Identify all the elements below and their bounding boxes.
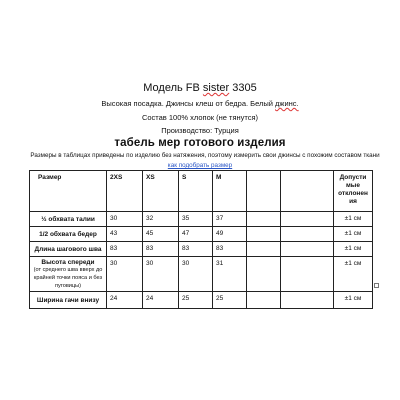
description-text: Высокая посадка. Джинсы клеш от бедра. Белый [101, 99, 276, 108]
table-cell: 24 [143, 292, 179, 309]
column-header [247, 171, 281, 212]
tolerance-cell: ±1 см [334, 227, 373, 242]
model-line [0, 82, 400, 94]
row-label-main: Высота спереди [41, 258, 95, 266]
table-header-row [30, 171, 373, 212]
column-header [281, 171, 334, 212]
table-cell: 32 [143, 212, 179, 227]
size-table [29, 170, 373, 309]
table-row [30, 292, 373, 309]
table-cell [247, 242, 281, 257]
tolerance-cell: ±1 см [334, 292, 373, 309]
column-header: M [213, 171, 247, 212]
production-line: Производство: Турция [161, 126, 239, 135]
table-cell [281, 257, 334, 292]
table-row [30, 212, 373, 227]
model-suffix: 3305 [229, 82, 257, 94]
table-cell: 35 [179, 212, 213, 227]
row-label: ½ обхвата талии [30, 212, 107, 227]
row-label [30, 257, 107, 292]
column-header: XS [143, 171, 179, 212]
table-cell [281, 212, 334, 227]
table-cell: 31 [213, 257, 247, 292]
column-header: Размер [30, 171, 107, 212]
tolerance-cell: ±1 см [334, 242, 373, 257]
table-cell: 45 [143, 227, 179, 242]
table-row [30, 242, 373, 257]
size-guide-link[interactable]: как подобрать размер [167, 162, 233, 169]
table-cell: 37 [213, 212, 247, 227]
description-line [0, 99, 400, 108]
table-cell: 24 [107, 292, 143, 309]
table-cell [281, 242, 334, 257]
table-cell: 30 [143, 257, 179, 292]
table-cell [247, 227, 281, 242]
table-row [30, 257, 373, 292]
description-tail: джинс. [275, 99, 299, 108]
row-label-sub: (от среднего шва вверх до крайней точки пояса и без пуговицы) [33, 266, 103, 289]
table-cell [247, 212, 281, 227]
table-cell: 83 [143, 242, 179, 257]
row-label: Ширина гачи внизу [30, 292, 107, 309]
tolerance-cell: ±1 см [334, 212, 373, 227]
table-cell: 43 [107, 227, 143, 242]
table-cell [281, 292, 334, 309]
table-resize-handle[interactable] [374, 283, 379, 288]
tolerance-cell: ±1 см [334, 257, 373, 292]
column-header: Допусти мые отклонен ия [334, 171, 373, 212]
column-header: 2XS [107, 171, 143, 212]
table-cell [247, 292, 281, 309]
table-cell: 25 [213, 292, 247, 309]
row-label: Длина шагового шва [30, 242, 107, 257]
table-cell: 83 [213, 242, 247, 257]
table-cell [247, 257, 281, 292]
table-row [30, 227, 373, 242]
table-cell: 30 [107, 257, 143, 292]
size-note: Размеры в таблицах приведены по изделию без натяжения, поэтому измерить свои джинсы с похожим составом ткани [30, 152, 380, 159]
table-title: табель мер готового изделия [114, 137, 286, 149]
model-brand: sister [202, 82, 230, 94]
table-cell: 30 [107, 212, 143, 227]
table-cell [281, 227, 334, 242]
composition-line: Состав 100% хлопок (не тянутся) [141, 113, 259, 122]
table-cell: 83 [107, 242, 143, 257]
table-cell: 83 [179, 242, 213, 257]
row-label: 1/2 обхвата бедер [30, 227, 107, 242]
table-cell: 47 [179, 227, 213, 242]
table-cell: 30 [179, 257, 213, 292]
column-header: S [179, 171, 213, 212]
model-prefix: Модель FB [143, 82, 203, 94]
table-cell: 49 [213, 227, 247, 242]
table-cell: 25 [179, 292, 213, 309]
